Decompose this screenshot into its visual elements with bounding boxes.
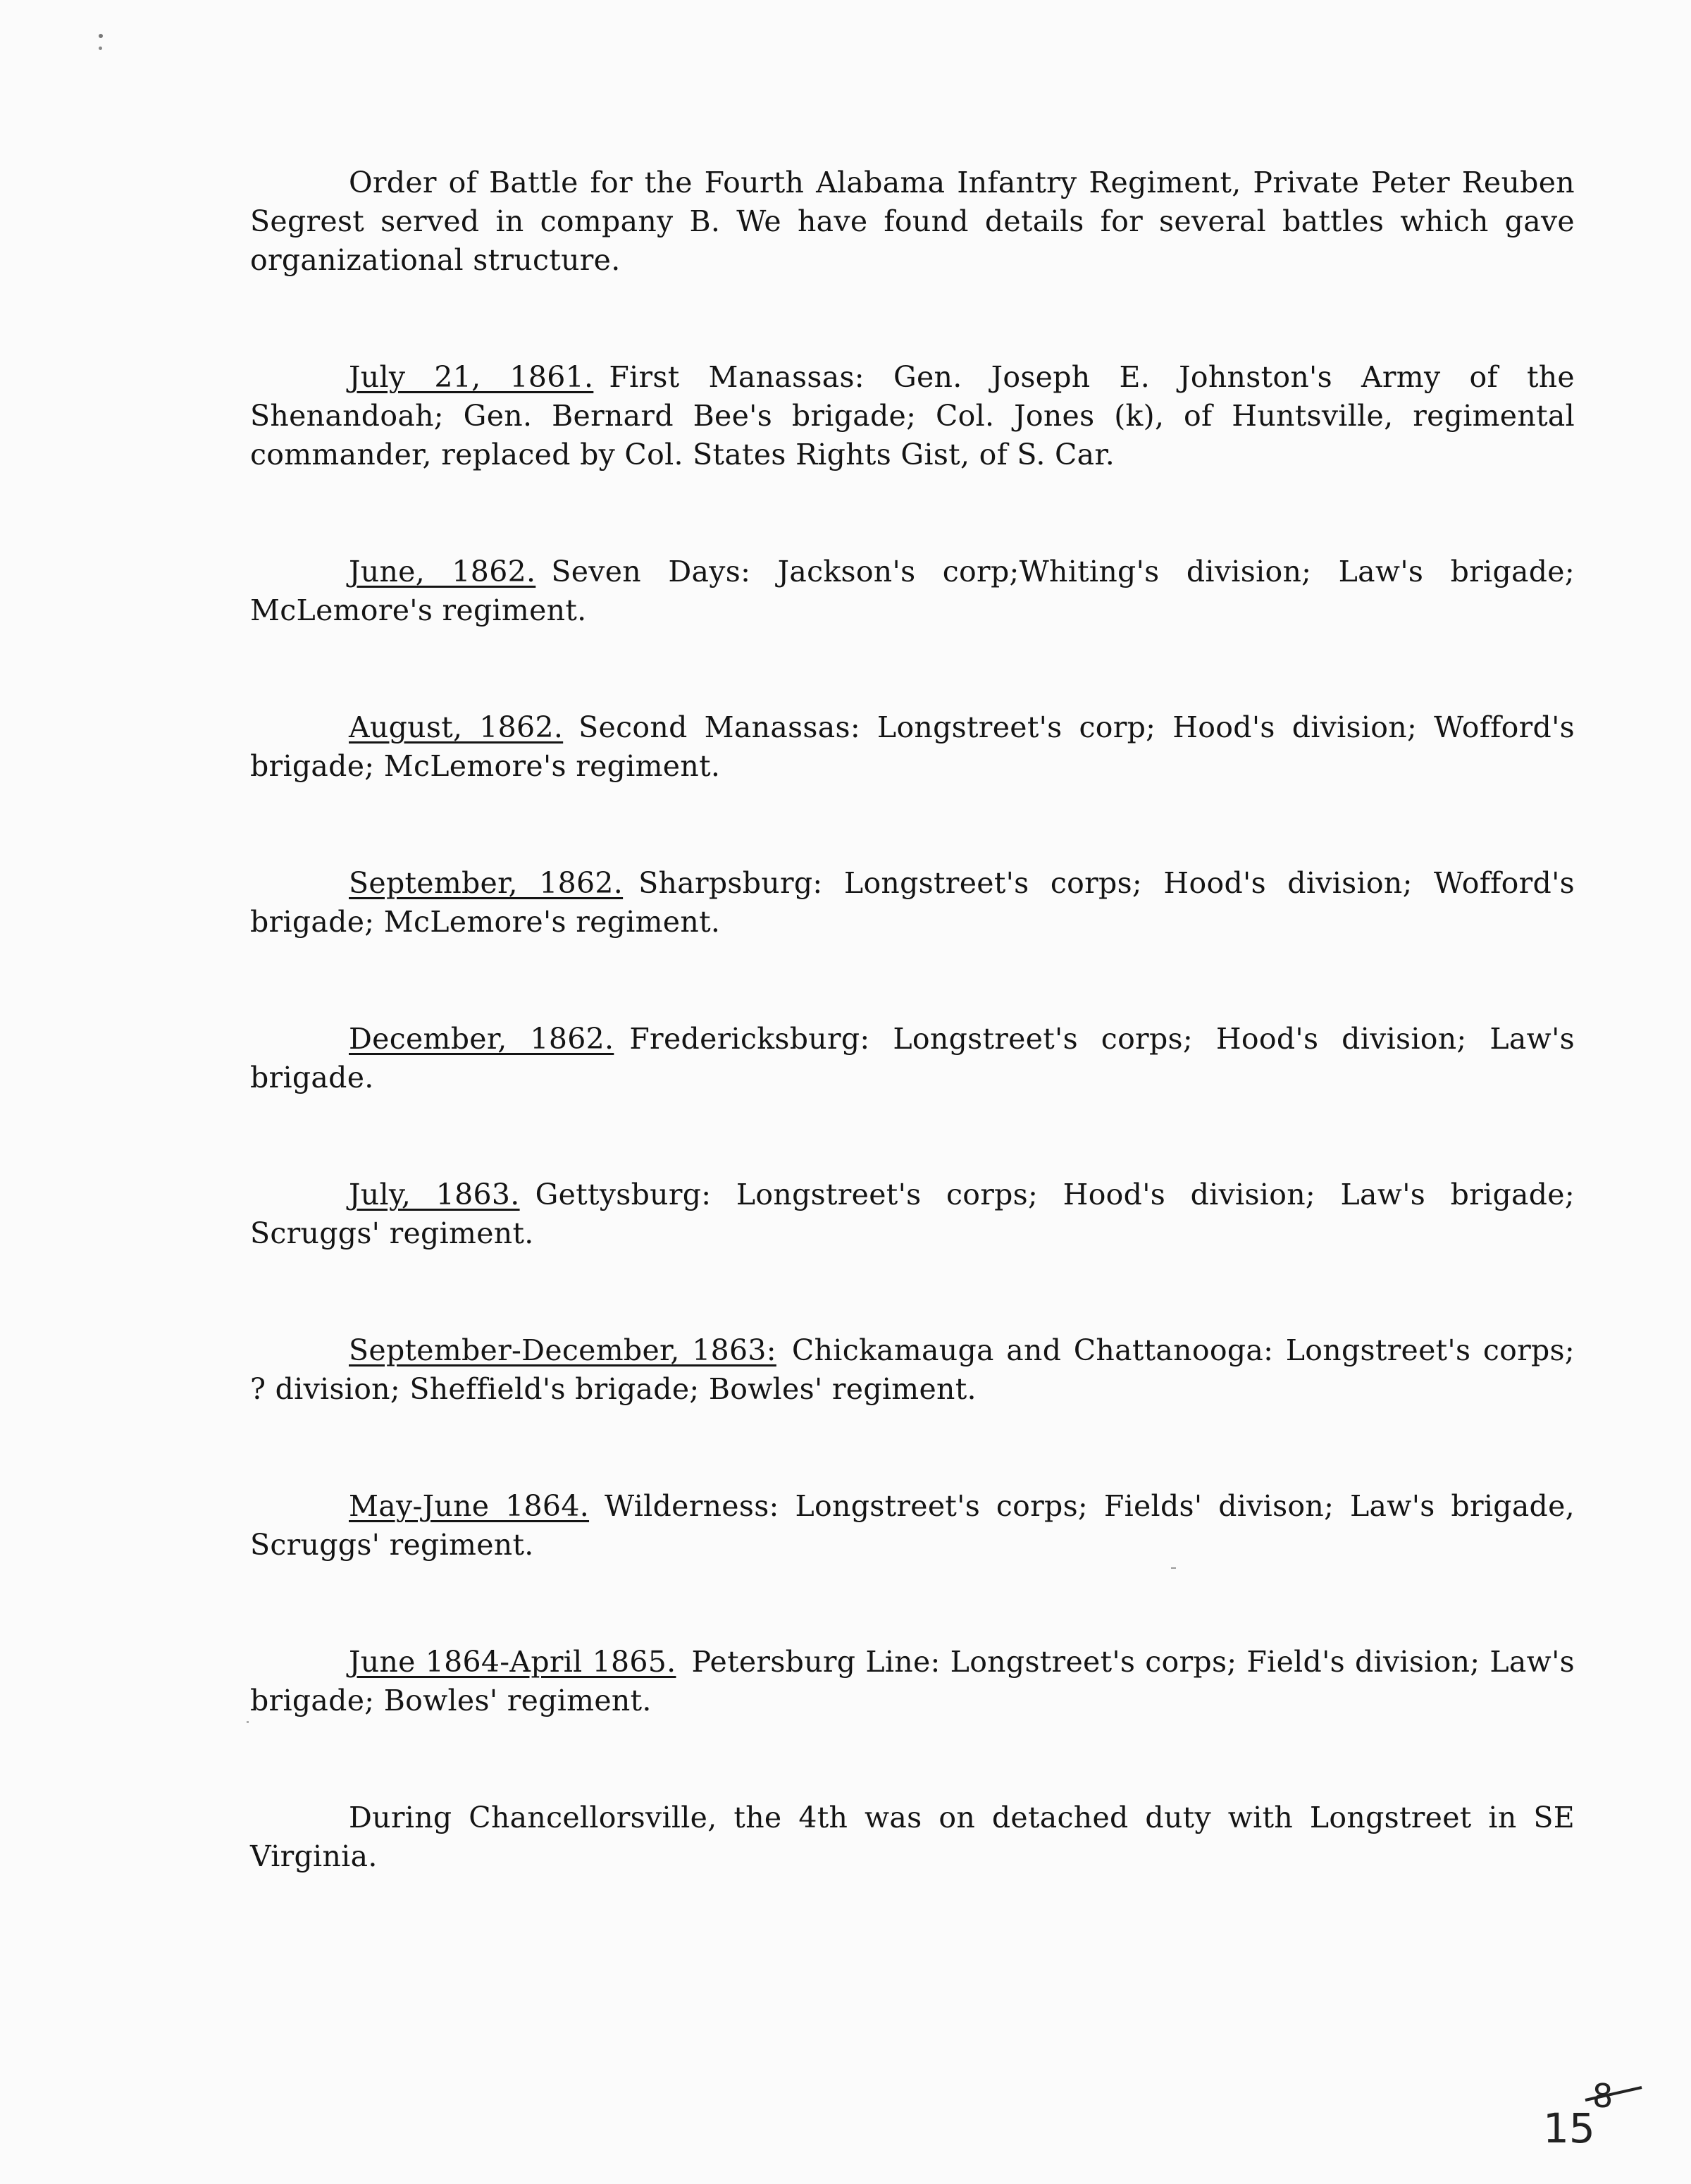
- battle-details: Fredericksburg: Longstreet's corps; Hood's division; Law's brigade.: [250, 1022, 1575, 1094]
- battle-date: June, 1862.: [349, 555, 536, 588]
- page-number-old: 8: [1592, 2077, 1613, 2115]
- battle-date: September-December, 1863:: [349, 1333, 776, 1367]
- battle-details: Chickamauga and Chattanooga: Longstreet's corps; ? division; Sheffield's brigade; Bowles' regiment.: [250, 1333, 1575, 1406]
- battle-details: Sharpsburg: Longstreet's corps; Hood's division; Wofford's brigade; McLemore's regiment.: [250, 866, 1575, 939]
- battle-entry: [250, 1331, 1575, 1409]
- battle-details: First Manassas: Gen. Joseph E. Johnston's Army of the Shenandoah; Gen. Bernard Bee's brigade; Col. Jones (k), of Huntsville, regimental commander, replaced by Col. States Rights Gist, of S. Car.: [250, 360, 1575, 471]
- battle-date: July 21, 1861.: [349, 360, 594, 394]
- battle-details: Wilderness: Longstreet's corps; Fields' divison; Law's brigade, Scruggs' regiment.: [250, 1489, 1575, 1562]
- battle-date: July, 1863.: [349, 1178, 520, 1211]
- battle-details: Seven Days: Jackson's corp;Whiting's division; Law's brigade; McLemore's regiment.: [250, 555, 1575, 627]
- battle-details: Petersburg Line: Longstreet's corps; Field's division; Law's brigade; Bowles' regiment.: [250, 1645, 1575, 1717]
- document-body: [250, 164, 1575, 1954]
- handwritten-page-number: [1543, 2072, 1649, 2157]
- battle-entry: [250, 708, 1575, 786]
- battle-date: December, 1862.: [349, 1022, 614, 1056]
- scan-speck: [99, 47, 102, 50]
- battle-entry: [250, 1020, 1575, 1097]
- battle-entry: [250, 358, 1575, 474]
- page-number-new: 15: [1543, 2104, 1595, 2152]
- battle-date: June 1864-April 1865.: [349, 1645, 676, 1679]
- intro-paragraph: Order of Battle for the Fourth Alabama Infantry Regiment, Private Peter Reuben Segrest served in company B. We have found details for several battles which gave organizational structure.: [250, 166, 1575, 277]
- battle-entry: [250, 1643, 1575, 1720]
- closing-paragraph: During Chancellorsville, the 4th was on detached duty with Longstreet in SE Virginia.: [250, 1801, 1575, 1873]
- scan-speck: [99, 34, 103, 38]
- battle-entry: [250, 1487, 1575, 1565]
- battle-entry: [250, 864, 1575, 942]
- battle-date: September, 1862.: [349, 866, 624, 900]
- battle-date: May-June 1864.: [349, 1489, 590, 1523]
- battle-entry: [250, 1176, 1575, 1253]
- battle-details: Gettysburg: Longstreet's corps; Hood's division; Law's brigade; Scruggs' regiment.: [250, 1178, 1575, 1250]
- scan-speck: [247, 1721, 249, 1723]
- battle-entry: [250, 553, 1575, 630]
- battle-date: August, 1862.: [349, 710, 564, 744]
- battle-details: Second Manassas: Longstreet's corp; Hood's division; Wofford's brigade; McLemore's regiment.: [250, 710, 1575, 783]
